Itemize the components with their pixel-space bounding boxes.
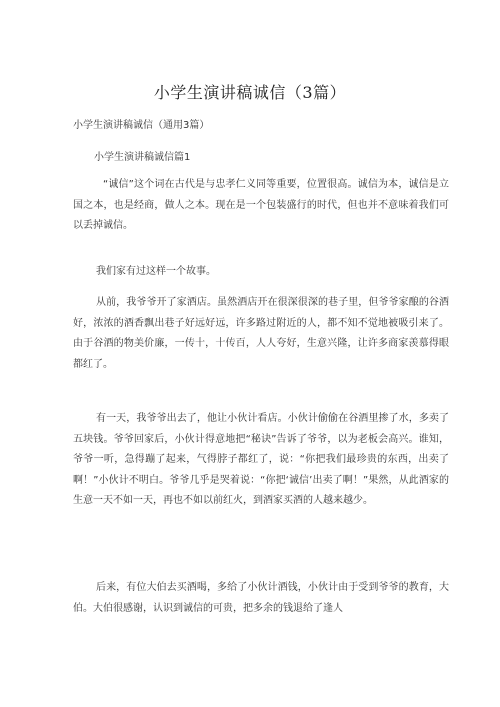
paragraph: 我们家有过这样一个故事。 — [96, 266, 216, 277]
paragraph: “诚信”这个词在古代是与忠孝仁义同等重要，位置很高。诚信为本，诚信是立国之本，也是经商，做人之本。现在是一个包装盛行的时代，但也并不意味着我们可以丢掉诚信。 — [73, 179, 449, 231]
paragraph: 从前，我爷爷开了家酒店。虽然酒店开在很深很深的巷子里，但爷爷家酿的谷酒好，浓浓的酒香飘出巷子好远好远，许多路过附近的人，都不知不觉地被吸引来了。由于谷酒的物美价廉，一传十，十传百，人人夸好，生意兴隆，让许多商家羡慕得眼都红了。 — [73, 297, 449, 370]
document-subtitle: 小学生演讲稿诚信（通用3篇） — [73, 120, 210, 131]
document-title: 小学生演讲稿诚信（3篇） — [153, 83, 347, 102]
paragraph: 后来，有位大伯去买酒喝，多给了小伙计酒钱，小伙计由于受到爷爷的教育，大伯。大伯很感谢，认识到诚信的可贵，把多余的钱退给了逢人 — [73, 582, 449, 614]
section-heading: 小学生演讲稿诚信篇1 — [94, 152, 191, 163]
paragraph: 有一天，我爷爷出去了，他让小伙计看店。小伙计偷偷在谷酒里掺了水，多卖了五块钱。爷爷回家后，小伙计得意地把“秘诀”告诉了爷爷，以为老板会高兴。谁知，爷爷一听，急得蹦了起来，气得脖子都红了，说：“你把我们最珍贵的东西，出卖了啊！”小伙计不明白。爷爷几乎是哭着说：“你把‘诚信’出卖了啊！”果然，从此酒家的生意一天不如一天，再也不如以前红火，到酒家买酒的人越来越少。 — [73, 413, 449, 506]
